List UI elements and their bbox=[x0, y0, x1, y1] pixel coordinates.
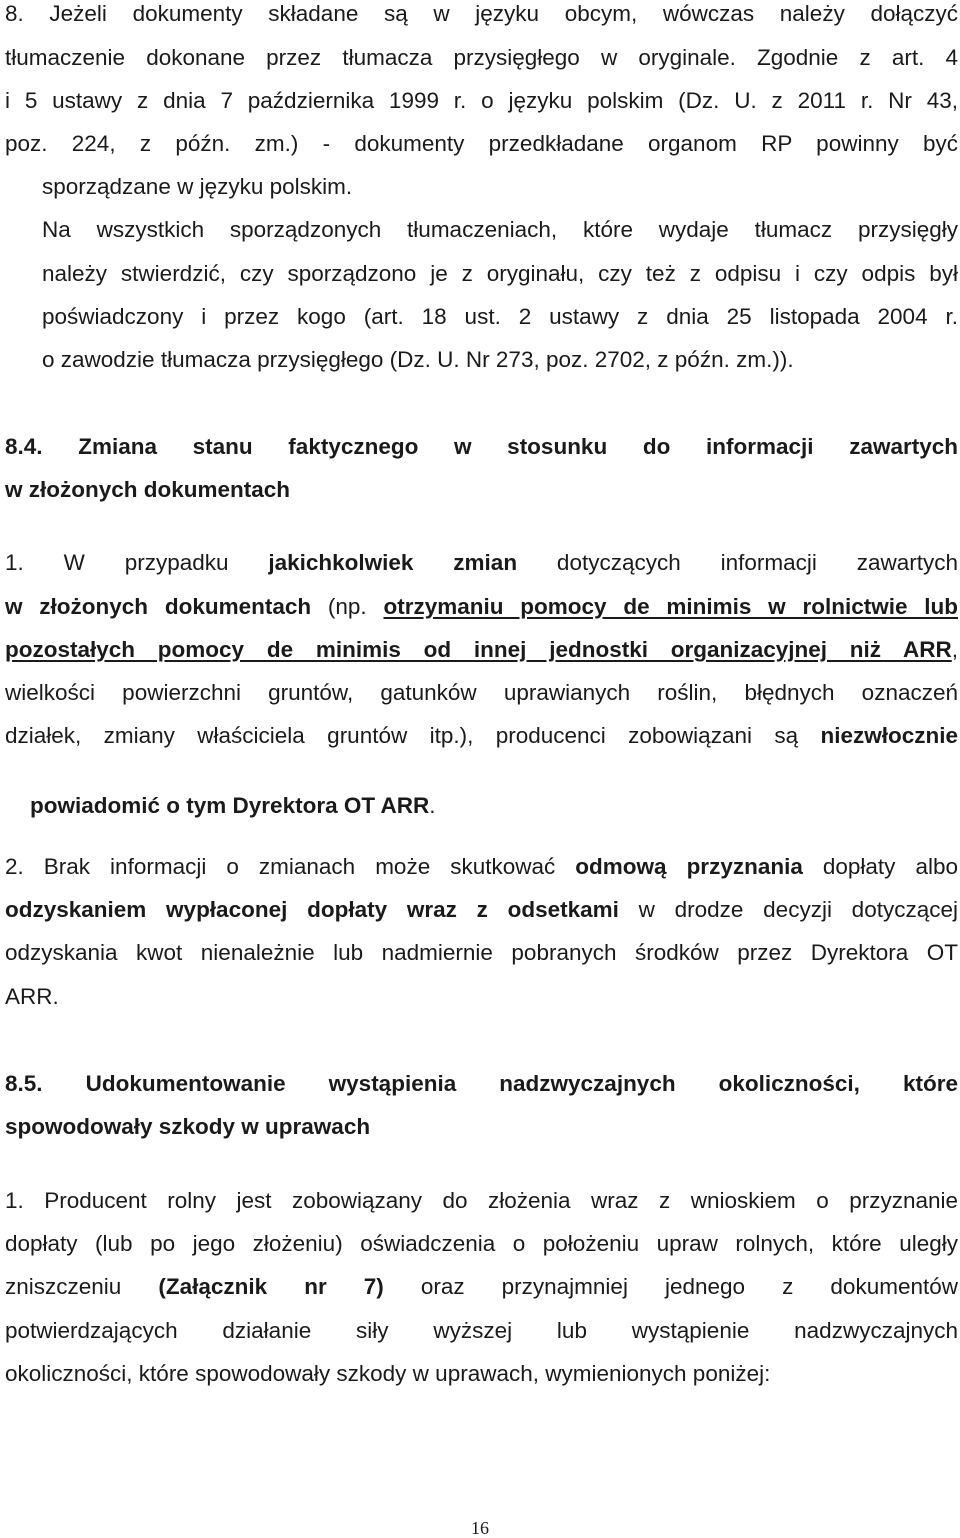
s85-p1-line-5: okoliczności, które spowodowały szkody w uprawach, wymienionych poniżej: bbox=[5, 1361, 771, 1386]
bold-run: odzyskaniem wypłaconej dopłaty wraz z odsetkami bbox=[5, 897, 619, 922]
text-run: , bbox=[951, 637, 958, 662]
text-run: 1. W przypadku bbox=[5, 550, 269, 575]
note-line-7: należy stwierdzić, czy sporządzono je z oryginału, czy też z odpisu i czy odpis był bbox=[42, 261, 958, 286]
s84-p2-line-1 bbox=[5, 854, 958, 880]
section-8-5-heading: 8.5. Udokumentowanie wystąpienia nadzwyczajnych okoliczności, które bbox=[5, 1071, 958, 1096]
text-run: dopłaty albo bbox=[802, 854, 958, 879]
page-number: 16 bbox=[471, 1518, 489, 1538]
bold-run: jakichkolwiek zmian bbox=[268, 550, 518, 575]
text-run: . bbox=[429, 793, 436, 818]
s84-p2-line-3: odzyskania kwot nienależnie lub nadmiernie pobranych środków przez Dyrektora OT bbox=[5, 940, 958, 965]
text-run: działek, zmiany właściciela gruntów itp.), producenci zobowiązani są bbox=[5, 723, 821, 748]
s85-p1-line-4: potwierdzających działanie siły wyższej lub wystąpienie nadzwyczajnych bbox=[5, 1318, 958, 1343]
text-run: dotyczących informacji zawartych bbox=[517, 550, 958, 575]
section-8-4-heading: 8.4. Zmiana stanu faktycznego w stosunku do informacji zawartych bbox=[5, 434, 958, 459]
text-run: (np. bbox=[311, 594, 384, 619]
bold-underlined-run: otrzymaniu pomocy de minimis w rolnictwie lub bbox=[383, 594, 959, 619]
section-8-5-heading-cont: spowodowały szkody w uprawach bbox=[5, 1114, 371, 1139]
text-run: oraz przynajmniej jednego z dokumentów bbox=[383, 1274, 958, 1299]
s84-p2-line-2 bbox=[5, 897, 958, 923]
bold-run: powiadomić o tym Dyrektora OT ARR bbox=[30, 793, 430, 818]
s85-p1-line-3 bbox=[5, 1274, 958, 1300]
s84-p1-line-3 bbox=[5, 637, 958, 663]
s84-p1-line-6 bbox=[5, 767, 436, 845]
note-line-5: sporządzane w języku polskim. bbox=[42, 174, 353, 199]
s84-p2-line-4: ARR. bbox=[5, 984, 59, 1009]
s84-p1-line-4: wielkości powierzchni gruntów, gatunków uprawianych roślin, błędnych oznaczeń bbox=[5, 680, 958, 705]
section-8-4-heading-cont: w złożonych dokumentach bbox=[5, 477, 291, 502]
note-line-3: i 5 ustawy z dnia 7 października 1999 r. o języku polskim (Dz. U. z 2011 r. Nr 43, bbox=[5, 88, 958, 113]
s85-p1-line-2: dopłaty (lub po jego złożeniu) oświadczenia o położeniu upraw rolnych, które uległy bbox=[5, 1231, 958, 1256]
s84-p1-line-1 bbox=[5, 550, 958, 576]
note-line-1: 8. Jeżeli dokumenty składane są w języku obcym, wówczas należy dołączyć bbox=[5, 1, 958, 26]
text-run: 2. Brak informacji o zmianach może skutkować bbox=[5, 854, 576, 879]
note-line-9: o zawodzie tłumacza przysięgłego (Dz. U. Nr 273, poz. 2702, z późn. zm.)). bbox=[42, 347, 794, 372]
note-line-8: poświadczony i przez kogo (art. 18 ust. 2 ustawy z dnia 25 listopada 2004 r. bbox=[42, 304, 958, 329]
s85-p1-line-1: 1. Producent rolny jest zobowiązany do złożenia wraz z wnioskiem o przyznanie bbox=[5, 1188, 958, 1213]
bold-run: odmową przyznania bbox=[575, 854, 803, 879]
bold-run: w złożonych dokumentach bbox=[5, 594, 312, 619]
text-run: w drodze decyzji dotyczącej bbox=[618, 897, 958, 922]
bold-run: (Załącznik nr 7) bbox=[158, 1274, 384, 1299]
s84-p1-line-2 bbox=[5, 594, 958, 620]
note-line-6: Na wszystkich sporządzonych tłumaczeniach, które wydaje tłumacz przysięgły bbox=[42, 217, 958, 242]
note-line-4: poz. 224, z późn. zm.) - dokumenty przedkładane organom RP powinny być bbox=[5, 131, 958, 156]
note-line-2: tłumaczenie dokonane przez tłumacza przysięgłego w oryginale. Zgodnie z art. 4 bbox=[5, 45, 958, 70]
s84-p1-line-5 bbox=[5, 723, 958, 749]
bold-run: niezwłocznie bbox=[820, 723, 958, 748]
bold-underlined-run: pozostałych pomocy de minimis od innej jednostki organizacyjnej niż ARR bbox=[5, 637, 952, 662]
text-run: zniszczeniu bbox=[5, 1274, 159, 1299]
